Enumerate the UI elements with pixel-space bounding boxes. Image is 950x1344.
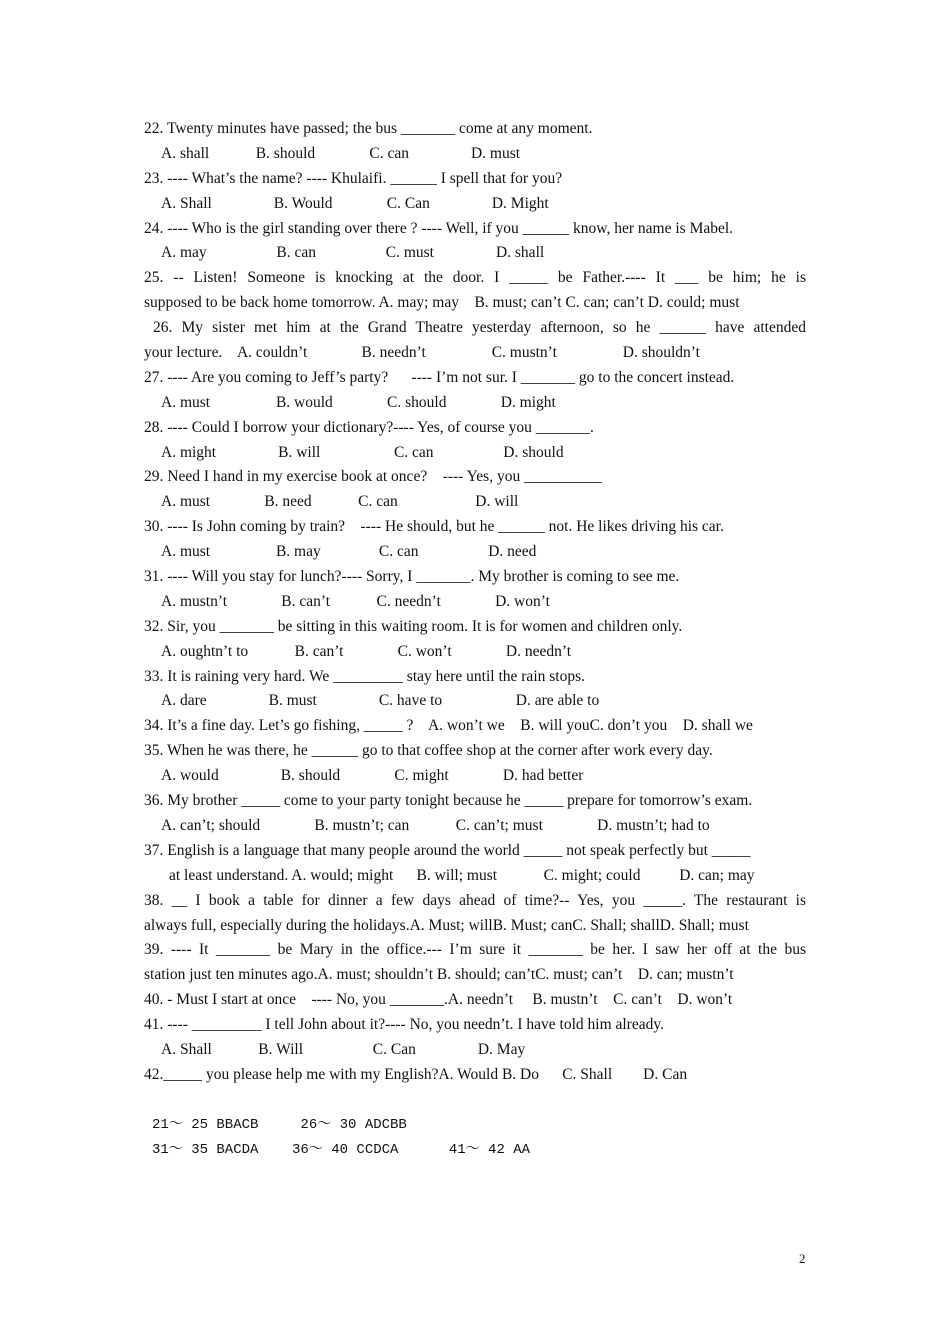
options-30: A. must B. may C. can D. need bbox=[161, 543, 537, 561]
question-31: 31. ---- Will you stay for lunch?---- Sorry, I _______. My brother is coming to see me. bbox=[144, 568, 680, 586]
question-41: 41. ---- _________ I tell John about it?---- No, you needn’t. I have told him already. bbox=[144, 1016, 664, 1034]
question-37: 37. English is a language that many people around the world _____ not speak perfectly but _____ bbox=[144, 841, 751, 859]
options-36: A. can’t; should B. mustn’t; can C. can’t; must D. mustn’t; had to bbox=[161, 816, 710, 834]
exercise-text bbox=[144, 117, 806, 1163]
question-29: 29. Need I hand in my exercise book at once? ---- Yes, you __________ bbox=[144, 468, 602, 486]
question-40: 40. - Must I start at once ---- No, you _______.A. needn’t B. mustn’t C. can’t D. won’t bbox=[144, 991, 733, 1009]
question-39-cont: station just ten minutes ago.A. must; shouldn’t B. should; can’tC. must; can’t D. can; mustn’t bbox=[144, 966, 734, 984]
answer-key-line-2: 31～ 35 BACDA 36～ 40 CCDCA 41～ 42 AA bbox=[152, 1141, 531, 1158]
question-26: 26. My sister met him at the Grand Theatre yesterday afternoon, so he ______ have attended bbox=[153, 319, 806, 337]
answer-key bbox=[144, 1113, 806, 1163]
question-36: 36. My brother _____ come to your party tonight because he _____ prepare for tomorrow’s exam. bbox=[144, 792, 753, 810]
question-24: 24. ---- Who is the girl standing over there ? ---- Well, if you ______ know, her name is Mabel. bbox=[144, 219, 734, 237]
question-25: 25. -- Listen! Someone is knocking at the door. I _____ be Father.---- It ___ be him; he is bbox=[144, 269, 806, 287]
question-32: 32. Sir, you _______ be sitting in this waiting room. It is for women and children only. bbox=[144, 617, 683, 635]
question-38-cont: always full, especially during the holidays.A. Must; willB. Must; canC. Shall; shallD. Shall; must bbox=[144, 916, 749, 934]
question-35: 35. When he was there, he ______ go to that coffee shop at the corner after work every day. bbox=[144, 742, 713, 760]
question-28: 28. ---- Could I borrow your dictionary?---- Yes, of course you _______. bbox=[144, 418, 594, 436]
question-39: 39. ---- It _______ be Mary in the office.--- I’m sure it _______ be her. I saw her off at the bus bbox=[144, 941, 806, 959]
options-31: A. mustn’t B. can’t C. needn’t D. won’t bbox=[161, 592, 550, 610]
options-28: A. might B. will C. can D. should bbox=[161, 443, 564, 461]
options-23: A. Shall B. Would C. Can D. Might bbox=[161, 194, 549, 212]
question-34: 34. It’s a fine day. Let’s go fishing, _____ ? A. won’t we B. will youC. don’t you D. shall we bbox=[144, 717, 753, 735]
options-22: A. shall B. should C. can D. must bbox=[161, 144, 521, 162]
question-30: 30. ---- Is John coming by train? ---- He should, but he ______ not. He likes driving his car. bbox=[144, 518, 724, 536]
question-38: 38. __ I book a table for dinner a few days ahead of time?-- Yes, you _____. The restaurant is bbox=[144, 891, 806, 909]
answer-key-line-1: 21～ 25 BBACB 26～ 30 ADCBB bbox=[152, 1116, 407, 1133]
options-35: A. would B. should C. might D. had better bbox=[161, 767, 584, 785]
question-33: 33. It is raining very hard. We _________ stay here until the rain stops. bbox=[144, 667, 585, 685]
question-26-cont: your lecture. A. couldn’t B. needn’t C. mustn’t D. shouldn’t bbox=[144, 344, 700, 362]
options-24: A. may B. can C. must D. shall bbox=[161, 244, 545, 262]
options-29: A. must B. need C. can D. will bbox=[161, 493, 519, 511]
options-32: A. oughtn’t to B. can’t C. won’t D. needn’t bbox=[161, 642, 572, 660]
question-42: 42._____ you please help me with my English?A. Would B. Do C. Shall D. Can bbox=[144, 1065, 688, 1083]
options-41: A. Shall B. Will C. Can D. May bbox=[161, 1040, 526, 1058]
question-25-cont: supposed to be back home tomorrow. A. may; may B. must; can’t C. can; can’t D. could; must bbox=[144, 294, 740, 312]
options-27: A. must B. would C. should D. might bbox=[161, 393, 556, 411]
question-37-cont: at least understand. A. would; might B. will; must C. might; could D. can; may bbox=[169, 866, 755, 884]
question-22: 22. Twenty minutes have passed; the bus _______ come at any moment. bbox=[144, 120, 593, 137]
page-number: 2 bbox=[799, 1251, 806, 1266]
question-27: 27. ---- Are you coming to Jeff’s party? ---- I’m not sur. I _______ go to the concert instead. bbox=[144, 368, 735, 386]
options-33: A. dare B. must C. have to D. are able to bbox=[161, 692, 600, 710]
question-23: 23. ---- What’s the name? ---- Khulaifi. ______ I spell that for you? bbox=[144, 169, 563, 187]
